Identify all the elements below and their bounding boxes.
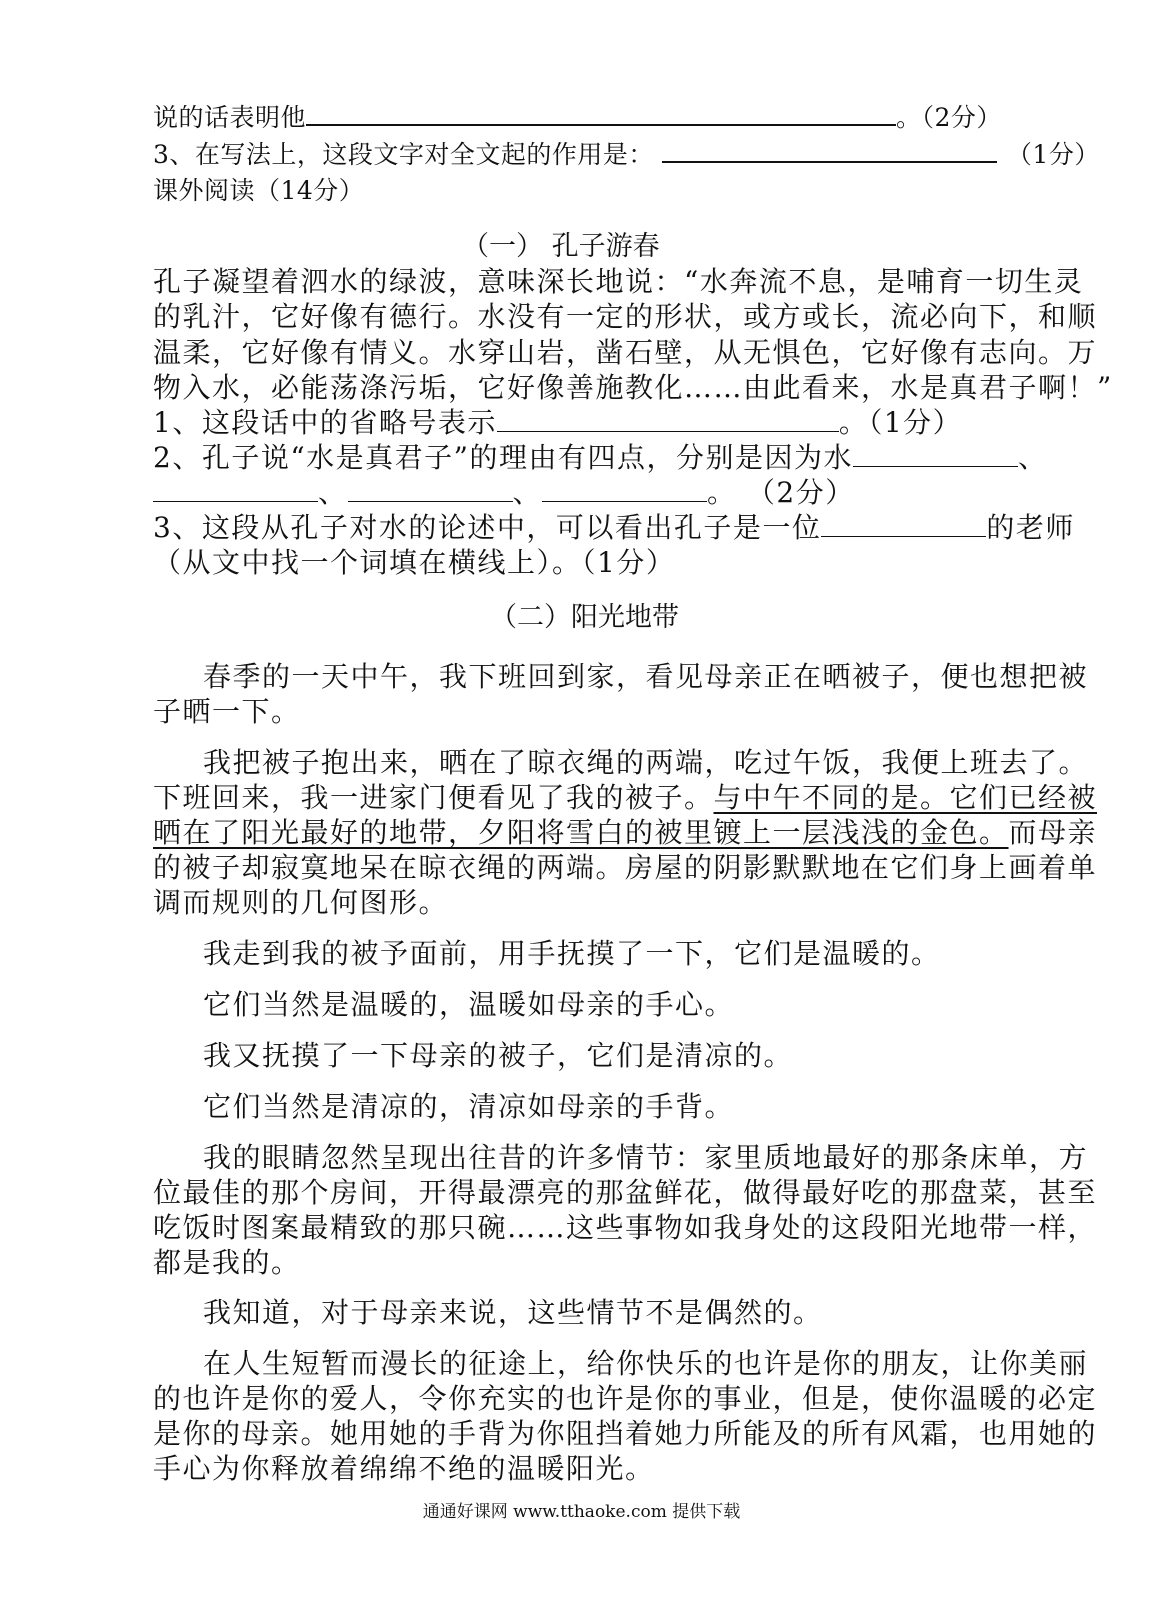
passage-line: 位最佳的那个房间，开得最漂亮的那盆鲜花，做得最好吃的那盘菜，甚至: [153, 1176, 1098, 1209]
passage-line: 春季的一天中午，我下班回到家，看见母亲正在晒被子，便也想把被: [203, 660, 1089, 693]
passage-2-title: （二）阳光地带: [490, 602, 679, 633]
separator: 、: [1017, 441, 1048, 474]
question-score: 。（1分）: [838, 406, 963, 439]
passage-line: 是你的母亲。她用她的手背为你阻挡着她力所能及的所有风霜，也用她的: [153, 1417, 1098, 1450]
p1-question-3: [153, 511, 1075, 545]
passage-line: 我又抚摸了一下母亲的被子，它们是清凉的。: [203, 1039, 794, 1072]
answer-blank[interactable]: [497, 407, 839, 432]
passage-line: 手心为你释放着绵绵不绝的温暖阳光。: [153, 1452, 655, 1485]
passage-line: 我走到我的被予面前，用手抚摸了一下，它们是温暖的。: [203, 937, 941, 970]
answer-blank[interactable]: [348, 477, 513, 502]
passage-1-title: （一） 孔子游春: [462, 231, 660, 262]
question-text: 3、在写法上，这段文字对全文起的作用是：: [153, 140, 654, 169]
underlined-sentence: 与中午不同的是。它们已经被: [713, 781, 1098, 814]
question-text: 3、这段从孔子对水的论述中，可以看出孔子是一位: [153, 511, 822, 544]
passage-line: [153, 781, 1097, 815]
passage-line: 我知道，对于母亲来说，这些情节不是偶然的。: [203, 1296, 823, 1329]
passage-line: 的被子却寂寞地呆在晾衣绳的两端。房屋的阴影默默地在它们身上画着单: [153, 851, 1098, 884]
passage-line: 在人生短暂而漫长的征途上，给你快乐的也许是你的朋友，让你美丽: [203, 1347, 1089, 1380]
text-segment: 而母亲: [1008, 816, 1098, 849]
answer-blank[interactable]: [662, 137, 997, 163]
passage-line: 吃饭时图案最精致的那只碗……这些事物如我身处的这段阳光地带一样，: [153, 1211, 1098, 1244]
answer-blank[interactable]: [153, 477, 318, 502]
question-score: （1分）: [1006, 140, 1100, 169]
question-text: 说的话表明他: [153, 103, 307, 132]
passage-line: 子晒一下。: [153, 695, 301, 728]
underlined-sentence: 晒在了阳光最好的地带，夕阳将雪白的被里镀上一层浅浅的金色。: [153, 816, 1009, 849]
question-text: 1、这段话中的省略号表示: [153, 406, 497, 439]
passage-line: 我把被子抱出来，晒在了晾衣绳的两端，吃过午饭，我便上班去了。: [203, 746, 1089, 779]
passage-line: 温柔，它好像有情义。水穿山岩，凿石壁，从无惧色，它好像有志向。万: [153, 336, 1098, 369]
passage-line: [153, 816, 1097, 850]
p1-question-2-blanks: [153, 476, 855, 510]
p1-question-2: [153, 441, 1047, 475]
question-score: 。（2分）: [896, 103, 1002, 132]
p1-question-1: [153, 406, 962, 440]
passage-line: 它们当然是清凉的，清凉如母亲的手背。: [203, 1090, 735, 1123]
passage-line: 物入水，必能荡涤污垢，它好像善施教化……由此看来，水是真君子啊！”: [153, 371, 1113, 404]
passage-line: 孔子凝望着泗水的绿波，意味深长地说：“水奔流不息，是哺育一切生灵: [153, 265, 1084, 298]
passage-line: 我的眼睛忽然呈现出往昔的许多情节：家里质地最好的那条床单，方: [203, 1141, 1089, 1174]
p1-question-3-note: （从文中找一个词填在横线上）。（1分）: [153, 546, 676, 579]
question-2-line: [153, 100, 1002, 135]
section-heading: 课外阅读（14分）: [153, 176, 365, 205]
passage-line: 都是我的。: [153, 1246, 301, 1279]
passage-line: 的也许是你的爱人，令你充实的也许是你的事业，但是，使你温暖的必定: [153, 1382, 1098, 1415]
answer-blank[interactable]: [542, 477, 707, 502]
passage-line: 它们当然是温暖的，温暖如母亲的手心。: [203, 988, 735, 1021]
question-3-line: [153, 137, 1100, 172]
answer-blank[interactable]: [853, 442, 1018, 467]
text-segment: 下班回来，我一进家门便看见了我的被子。: [153, 781, 714, 814]
question-text: 的老师: [986, 511, 1075, 544]
page-footer: 通通好课网 www.tthaoke.com 提供下载: [422, 1502, 741, 1522]
question-text: 2、孔子说“水是真君子”的理由有四点，分别是因为水: [153, 441, 853, 474]
passage-line: 调而规则的几何图形。: [153, 886, 449, 919]
passage-line: 的乳汁，它好像有德行。水没有一定的形状，或方或长，流必向下，和顺: [153, 300, 1098, 333]
question-score: 。 （2分）: [707, 476, 855, 509]
separator: 、: [318, 476, 348, 509]
separator: 、: [512, 476, 543, 509]
answer-blank[interactable]: [306, 100, 896, 126]
answer-blank[interactable]: [821, 512, 986, 537]
